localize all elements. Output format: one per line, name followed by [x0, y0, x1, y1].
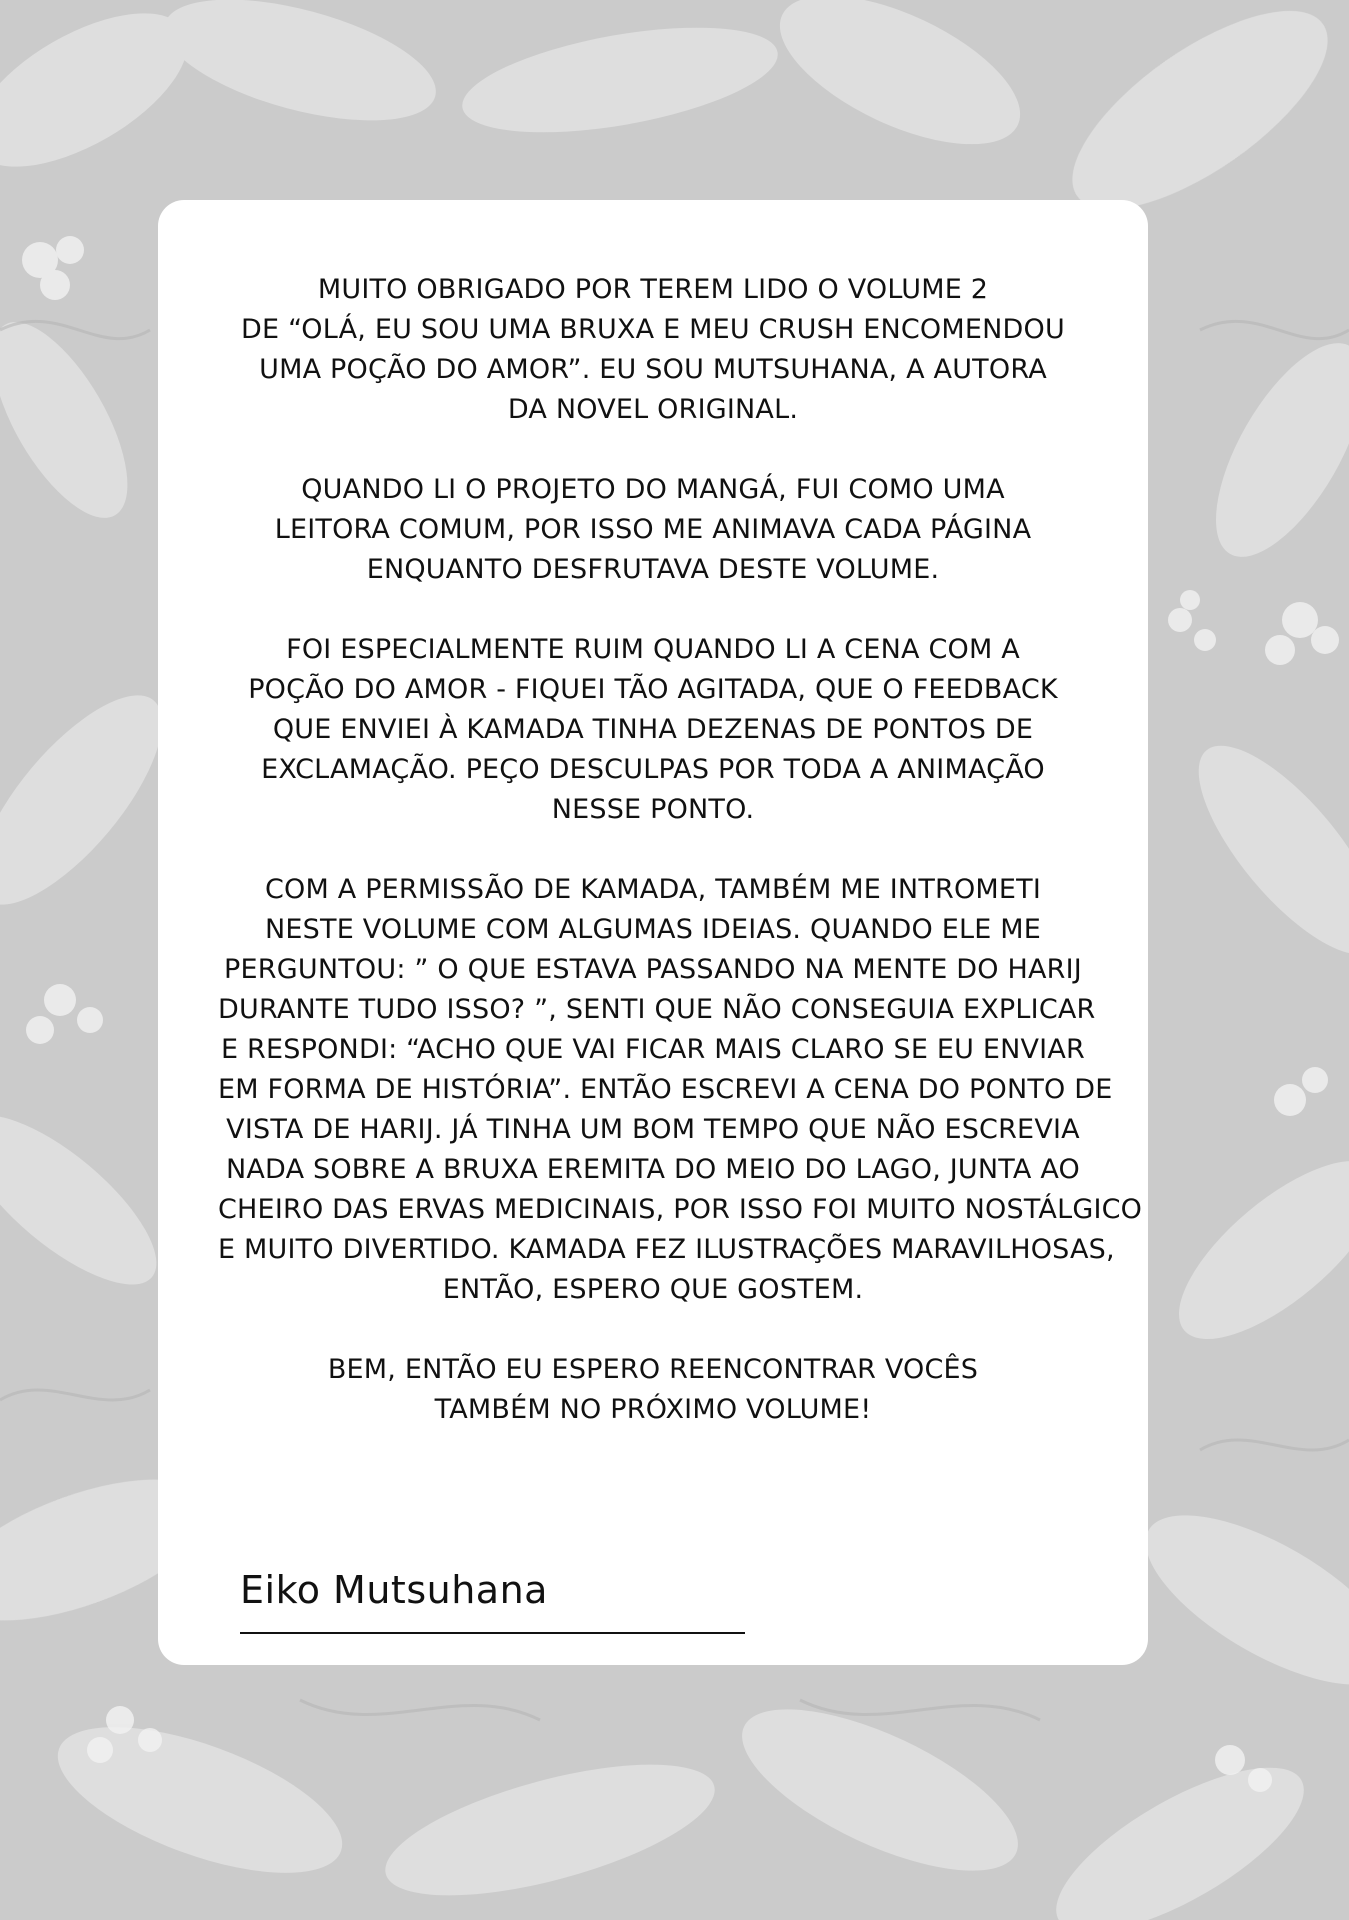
text-line: UMA POÇÃO DO AMOR”. EU SOU MUTSUHANA, A AUTORA: [259, 354, 1047, 385]
author-signature: Eiko Mutsuhana: [240, 1568, 548, 1612]
text-line: EXCLAMAÇÃO. PEÇO DESCULPAS POR TODA A ANIMAÇÃO: [261, 754, 1045, 785]
afterword-paragraph-1: [218, 270, 1088, 430]
text-line: ENQUANTO DESFRUTAVA DESTE VOLUME.: [366, 554, 940, 585]
text-line: DURANTE TUDO ISSO? ”, SENTI QUE NÃO CONSEGUIA EXPLICAR: [218, 994, 1096, 1025]
afterword-paragraph-2: [218, 470, 1088, 590]
afterword-paragraph-5: [218, 1350, 1088, 1430]
text-line: EM FORMA DE HISTÓRIA”. ENTÃO ESCREVI A CENA DO PONTO DE: [218, 1074, 1113, 1105]
text-line: E RESPONDI: “ACHO QUE VAI FICAR MAIS CLARO SE EU ENVIAR: [221, 1034, 1085, 1065]
text-line: DE “OLÁ, EU SOU UMA BRUXA E MEU CRUSH ENCOMENDOU: [241, 314, 1065, 345]
afterword-text: [218, 270, 1143, 1470]
text-line: POÇÃO DO AMOR - FIQUEI TÃO AGITADA, QUE O FEEDBACK: [248, 674, 1058, 705]
text-line: MUITO OBRIGADO POR TEREM LIDO O VOLUME 2: [317, 274, 989, 305]
afterword-paragraph-3: [218, 630, 1088, 830]
text-line: QUANDO LI O PROJETO DO MANGÁ, FUI COMO UMA: [301, 474, 1005, 505]
text-line: BEM, ENTÃO EU ESPERO REENCONTRAR VOCÊS: [327, 1354, 979, 1385]
text-line: VISTA DE HARIJ. JÁ TINHA UM BOM TEMPO QUE NÃO ESCREVIA: [226, 1114, 1080, 1145]
text-line: PERGUNTOU: ” O QUE ESTAVA PASSANDO NA MENTE DO HARIJ: [224, 954, 1082, 985]
text-line: LEITORA COMUM, POR ISSO ME ANIMAVA CADA PÁGINA: [274, 514, 1032, 545]
text-line: NADA SOBRE A BRUXA EREMITA DO MEIO DO LAGO, JUNTA AO: [225, 1154, 1080, 1185]
text-line: DA NOVEL ORIGINAL.: [507, 394, 799, 425]
afterword-card: [158, 200, 1148, 1665]
text-line: QUE ENVIEI À KAMADA TINHA DEZENAS DE PONTOS DE: [272, 714, 1034, 745]
text-line: ENTÃO, ESPERO QUE GOSTEM.: [442, 1274, 864, 1305]
signature-underline: [240, 1632, 745, 1634]
text-line: CHEIRO DAS ERVAS MEDICINAIS, POR ISSO FOI MUITO NOSTÁLGICO: [218, 1194, 1143, 1225]
text-line: NESTE VOLUME COM ALGUMAS IDEIAS. QUANDO ELE ME: [265, 914, 1041, 945]
afterword-paragraph-4: [218, 870, 1143, 1310]
text-line: TAMBÉM NO PRÓXIMO VOLUME!: [434, 1394, 872, 1425]
text-line: FOI ESPECIALMENTE RUIM QUANDO LI A CENA COM A: [286, 634, 1020, 665]
text-line: E MUITO DIVERTIDO. KAMADA FEZ ILUSTRAÇÕES MARAVILHOSAS,: [218, 1234, 1115, 1265]
text-line: COM A PERMISSÃO DE KAMADA, TAMBÉM ME INTROMETI: [264, 874, 1042, 905]
text-line: NESSE PONTO.: [551, 794, 755, 825]
